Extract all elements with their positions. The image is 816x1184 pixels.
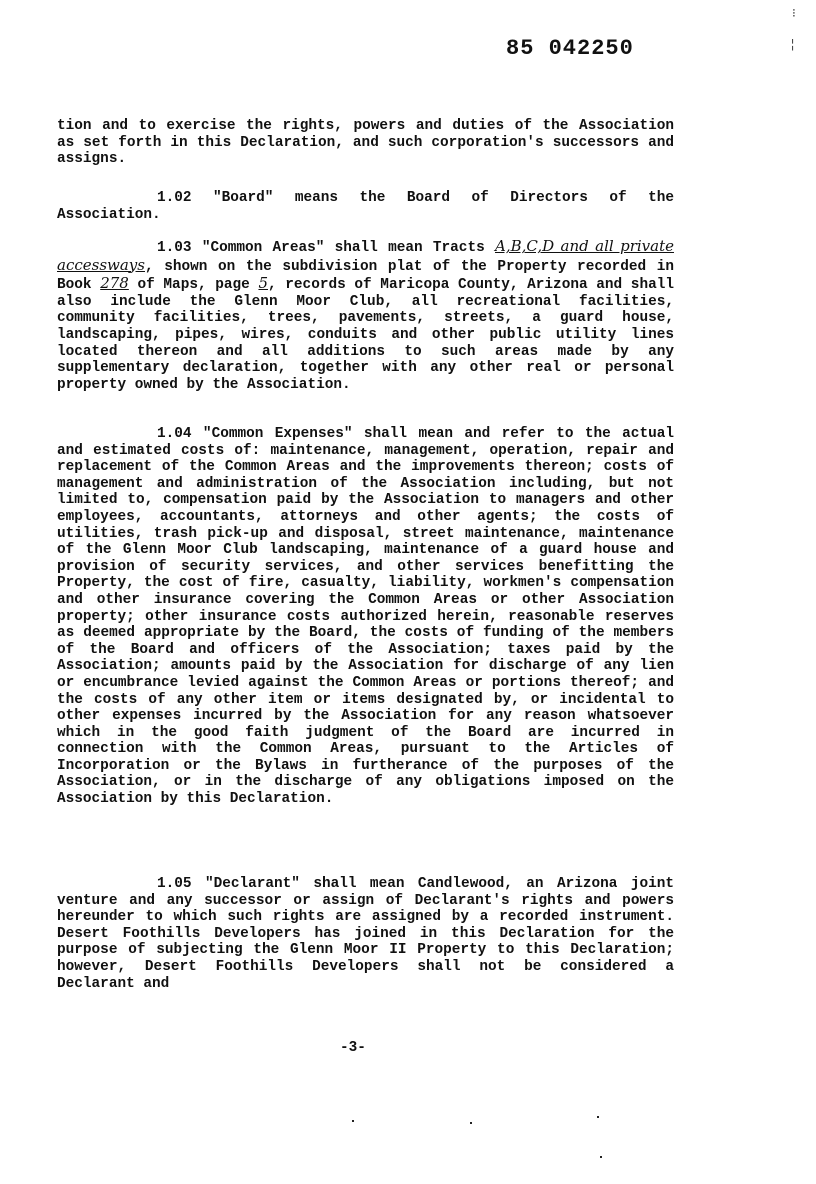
paragraph-1-03 bbox=[57, 238, 674, 393]
paragraph-1-03-lead: 1.03 "Common Areas" shall mean Tracts bbox=[157, 240, 495, 256]
paragraph-1-03-mid1: , shown on the subdivision plat of the Property recorded in Book bbox=[57, 258, 674, 294]
scan-speck bbox=[597, 1116, 599, 1118]
paragraph-1-03-rest: , records of Maricopa County, Arizona and shall also include the Glenn Moor Club, all recreational facilities, community facilities, trees, pavements, streets, a guard house, landscaping, pipes, wires, conduits and other public utility lines located thereon and all additions to such areas made by any supplementary declaration, together with any other real or personal property owned by the Association. bbox=[57, 277, 674, 393]
paragraph-1-03-mid2: of Maps, page bbox=[128, 277, 259, 294]
paragraph-continuation: tion and to exercise the rights, powers and duties of the Association as set forth in this Declaration, and such corporation's successors and assigns. bbox=[57, 118, 674, 168]
handwritten-page: 5 bbox=[258, 274, 268, 293]
scan-mark-top-right: ⁝ bbox=[792, 7, 796, 21]
document-number: 85 042250 bbox=[506, 36, 634, 61]
scan-speck bbox=[600, 1156, 602, 1158]
paragraph-1-05 bbox=[57, 876, 674, 992]
page-number: -3- bbox=[340, 1040, 366, 1056]
handwritten-book: 278 bbox=[100, 274, 129, 293]
paragraph-1-04 bbox=[57, 426, 674, 808]
scan-speck bbox=[352, 1120, 354, 1122]
paragraph-1-05-text: 1.05 "Declarant" shall mean Candlewood, an Arizona joint venture and any successor or assign of Declarant's rights and powers hereunder to which such rights are assigned by a recorded instrument. Desert Foothills Developers has joined in this Declaration for the purpose of subjecting the Glenn Moor II Property to this Declaration; however, Desert Foothills Developers shall not be considered a Declarant and bbox=[57, 876, 674, 992]
scan-speck bbox=[470, 1122, 472, 1124]
handwritten-tracts: A,B,C,D and all private accessways bbox=[57, 237, 674, 274]
paragraph-1-02-text: 1.02 "Board" means the Board of Directors of the Association. bbox=[57, 190, 674, 223]
paragraph-1-04-text: 1.04 "Common Expenses" shall mean and refer to the actual and estimated costs of: maintenance, management, operation, repair and replacement of the Common Areas and the improvements thereon; costs of management and administration of the Association including, but not limited to, compensation paid by the Association to managers and other employees, accountants, attorneys and other agents; the costs of utilities, trash pick-up and disposal, street maintenance, maintenance of the Glenn Moor Club landscaping, maintenance of a guard house and provision of security services, and other services benefitting the Property, the cost of fire, casualty, liability, workmen's compensation and other insurance covering the Common Areas or other Association property; other insurance costs authorized herein, reasonable reserves as deemed appropriate by the Board, the costs of funding of the members of the Board and officers of the Association; taxes paid by the Association; amounts paid by the Association for discharge of any lien or encumbrance levied against the Common Areas or portions thereof; and the costs of any other item or items designated by, or incidental to other expenses incurred by the Association for any reason whatsoever which in the good faith judgment of the Board are incurred in connection with the Common Areas, pursuant to the Articles of Incorporation or the Bylaws in furtherance of the purposes of the Association, or in the discharge of any obligations imposed on the Association by this Declaration. bbox=[57, 426, 674, 808]
scan-mark-right: ¦ bbox=[789, 38, 797, 52]
paragraph-1-02 bbox=[57, 190, 674, 223]
